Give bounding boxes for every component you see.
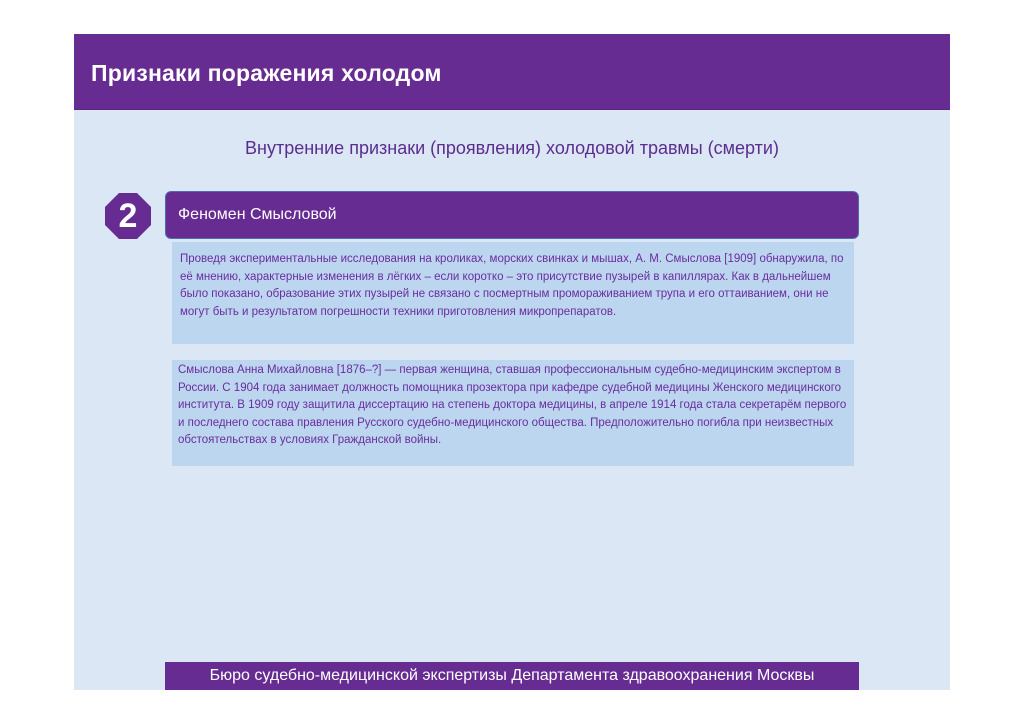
section-number: 2	[118, 197, 138, 235]
slide-title: Признаки поражения холодом	[91, 60, 442, 86]
slide	[74, 34, 950, 690]
section-header	[165, 191, 859, 239]
description-paragraph: Проведя экспериментальные исследования на кроликах, морских свинках и мышах, А. М. Смыслова [1909] обнаружила, по её мнению, характерные изменения в лёгких – если коротко – это присутствие пузырей в капиллярах. Как в дальнейшем было показано, образование этих пузырей не связано с посмертным промораживанием трупа и его оттаиванием, они не могут быть и результатом погрешности техники приготовления микропрепаратов.	[172, 242, 854, 344]
section-number-badge	[104, 192, 152, 240]
biography-paragraph: Смыслова Анна Михайловна [1876–?] — первая женщина, ставшая профессиональным судебно-медицинским экспертом в России. С 1904 года занимает должность помощника прозектора при кафедре судебной медицины Женского медицинского института. В 1909 году защитила диссертацию на степень доктора медицины, в апреле 1914 года стала секретарём первого и последнего состава правления Русского судебно-медицинского общества. Предположительно погибла при неизвестных обстоятельствах в условиях Гражданской войны.	[172, 360, 854, 466]
slide-footer: Бюро судебно-медицинской экспертизы Департамента здравоохранения Москвы	[165, 662, 859, 690]
slide-header	[74, 34, 950, 110]
section-title: Феномен Смысловой	[178, 206, 337, 223]
slide-subtitle: Внутренние признаки (проявления) холодовой травмы (смерти)	[245, 138, 779, 158]
